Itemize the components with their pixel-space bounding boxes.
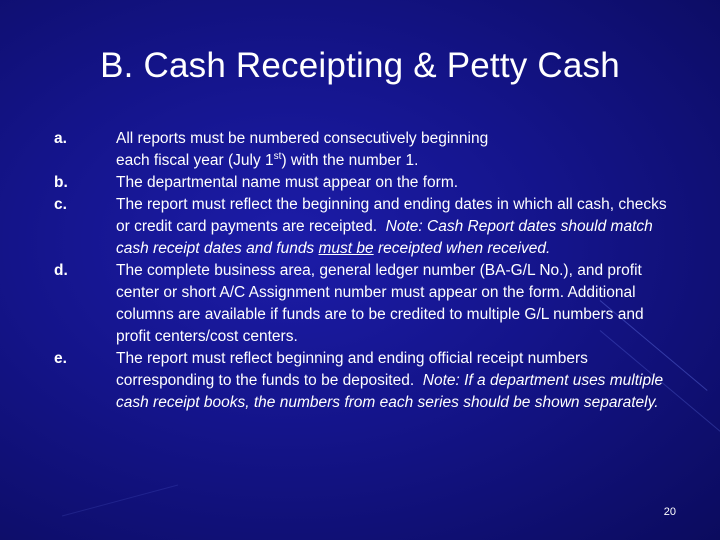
- list-item-text: [116, 128, 674, 172]
- item-c-note-pre: Note: Cash Report dates should match cash receipt dates and funds: [116, 218, 653, 257]
- list-marker: e.: [54, 350, 67, 367]
- list-marker: b.: [54, 174, 68, 191]
- decorative-line: [62, 484, 178, 516]
- item-a-line2-sup: st: [273, 150, 282, 162]
- list-item-text: [116, 348, 674, 414]
- slide-title: B. Cash Receipting & Petty Cash: [100, 46, 620, 85]
- list-item-b: [54, 172, 674, 194]
- list-item-e: [54, 348, 674, 414]
- list-item-d: [54, 260, 674, 348]
- item-a-line2-post: ) with the number 1.: [281, 152, 419, 169]
- item-e-note: Note: If a department uses multiple cash receipt books, the numbers from each series should be shown separately.: [116, 372, 664, 411]
- slide-content: [54, 128, 674, 414]
- list-marker: d.: [54, 262, 68, 279]
- page-number: 20: [663, 506, 676, 518]
- list-item-text: The complete business area, general ledger number (BA-G/L No.), and profit center or short A/C Assignment number must appear on the form. Additional columns are available if funds are to be credited to multiple G/L numbers and profit centers/cost centers.: [116, 262, 644, 345]
- list-marker: c.: [54, 196, 67, 213]
- list-item-text: [116, 194, 674, 260]
- item-a-line1: All reports must be numbered consecutively beginning: [116, 130, 489, 147]
- list-item-a: [54, 128, 674, 172]
- item-e-text: The report must reflect beginning and ending official receipt numbers corresponding to the funds to be deposited.: [116, 350, 588, 389]
- list-item-c: [54, 194, 674, 260]
- item-c-note-underline: must be: [318, 240, 374, 257]
- item-c-text: The report must reflect the beginning and ending dates in which all cash, checks or credit card payments are receipted.: [116, 196, 667, 235]
- list-item-text: The departmental name must appear on the form.: [116, 174, 459, 191]
- item-a-line2-pre: each fiscal year (July 1: [116, 152, 274, 169]
- item-c-note-post: receipted when received.: [373, 240, 551, 257]
- list-marker: a.: [54, 130, 67, 147]
